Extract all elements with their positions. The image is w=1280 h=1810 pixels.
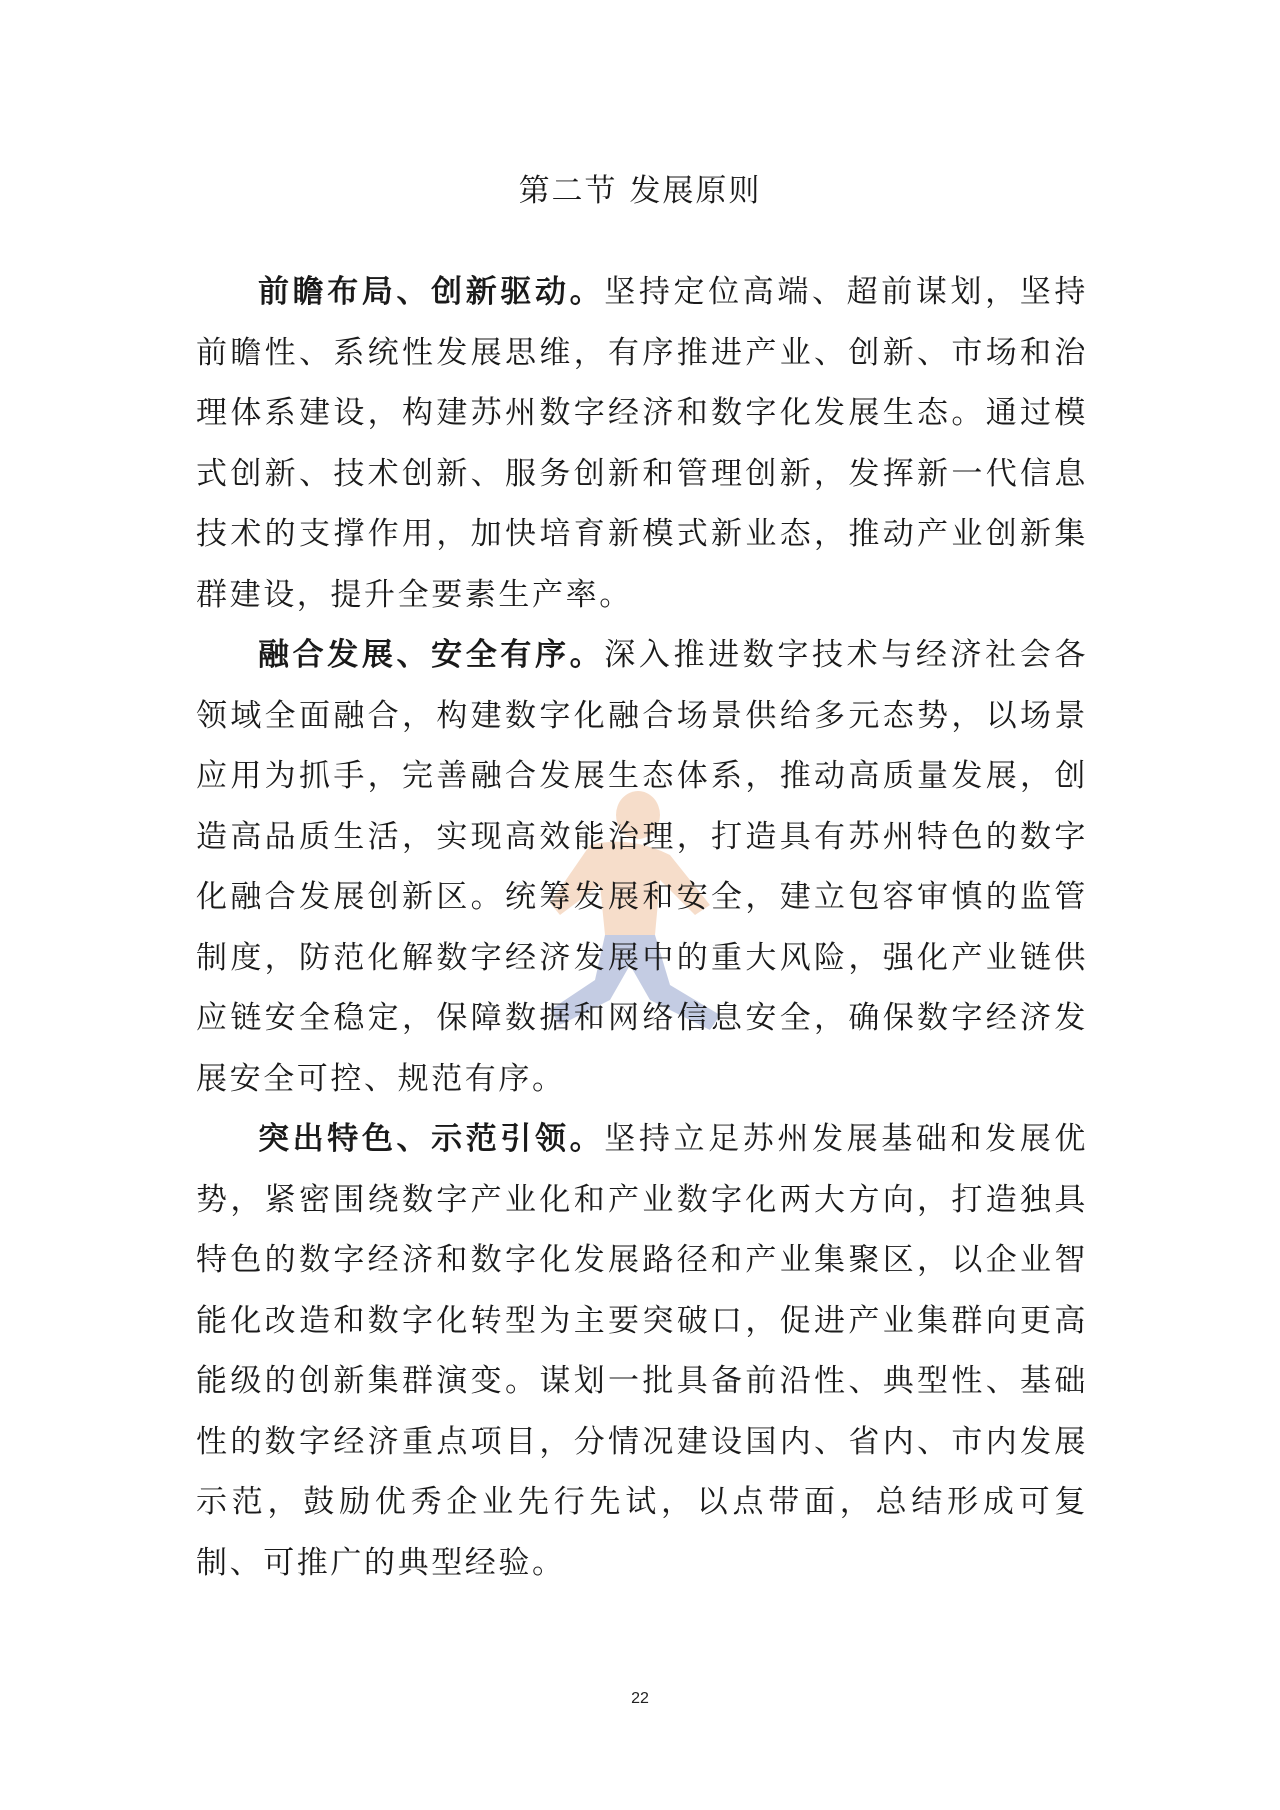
body-text bbox=[196, 262, 1088, 1593]
paragraph-2-text: 深入推进数字技术与经济社会各领域全面融合，构建数字化融合场景供给多元态势，以场景应用为抓手，完善融合发展生态体系，推动高质量发展，创造高品质生活，实现高效能治理，打造具有苏州特色的数字化融合发展创新区。统筹发展和安全，建立包容审慎的监管制度，防范化解数字经济发展中的重大风险，强化产业链供应链安全稳定，保障数据和网络信息安全，确保数字经济发展安全可控、规范有序。 bbox=[196, 637, 1088, 1097]
page-number: 22 bbox=[631, 1690, 649, 1707]
paragraph-1-text: 坚持定位高端、超前谋划，坚持前瞻性、系统性发展思维，有序推进产业、创新、市场和治理体系建设，构建苏州数字经济和数字化发展生态。通过模式创新、技术创新、服务创新和管理创新，发挥新一代信息技术的支撑作用，加快培育新模式新业态，推动产业创新集群建设，提升全要素生产率。 bbox=[196, 274, 1088, 613]
paragraph-1-lead: 前瞻布局、创新驱动。 bbox=[258, 274, 605, 310]
paragraph-1 bbox=[196, 262, 1088, 625]
paragraph-2 bbox=[196, 625, 1088, 1109]
paragraph-3-text: 坚持立足苏州发展基础和发展优势，紧密围绕数字产业化和产业数字化两大方向，打造独具特色的数字经济和数字化发展路径和产业集聚区，以企业智能化改造和数字化转型为主要突破口，促进产业集群向更高能级的创新集群演变。谋划一批具备前沿性、典型性、基础性的数字经济重点项目，分情况建设国内、省内、市内发展示范，鼓励优秀企业先行先试，以点带面，总结形成可复制、可推广的典型经验。 bbox=[196, 1121, 1088, 1581]
paragraph-2-lead: 融合发展、安全有序。 bbox=[258, 637, 605, 673]
paragraph-3-lead: 突出特色、示范引领。 bbox=[258, 1121, 605, 1157]
paragraph-3 bbox=[196, 1109, 1088, 1593]
section-title: 第二节 发展原则 bbox=[518, 173, 762, 209]
